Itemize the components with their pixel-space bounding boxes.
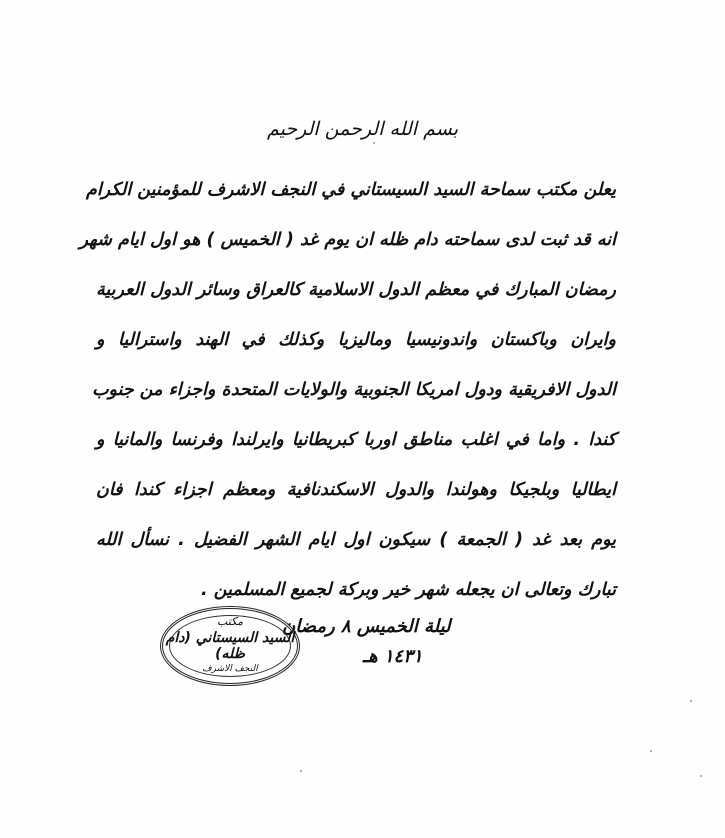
body-line-2: انه قد ثبت لدى سماحته دام ظله ان يوم غد ( الخميس ) هو اول ايام شهر bbox=[79, 230, 616, 250]
date-signature bbox=[282, 612, 451, 672]
stamp-office-label: مكتب bbox=[216, 615, 244, 628]
date-line: ليلة الخميس ٨ رمضان bbox=[282, 616, 451, 637]
body-line-7: ايطاليا وبلجيكا وهولندا والدول الاسكندنافية ومعظم اجزاء كندا فان bbox=[96, 480, 616, 500]
body-line-4: وايران وباكستان واندونيسيا وماليزيا وكذلك في الهند واستراليا و bbox=[96, 330, 616, 350]
body-line-6: كندا . واما في اغلب مناطق اوربا كبريطانيا وايرلندا وفرنسا والمانيا و bbox=[96, 430, 616, 450]
body-line-5: الدول الافريقية ودول امريكا الجنوبية والولايات المتحدة واجزاء من جنوب bbox=[92, 380, 616, 400]
hijri-year: ١٤٣١ هـ bbox=[362, 646, 423, 667]
scan-noise bbox=[690, 700, 692, 702]
office-seal-stamp bbox=[160, 606, 300, 686]
body-line-1: يعلن مكتب سماحة السيد السيستاني في النجف الاشرف للمؤمنين الكرام bbox=[85, 180, 616, 200]
basmala-heading: بسم الله الرحمن الرحيم bbox=[267, 118, 458, 140]
body-line-3: رمضان المبارك في معظم الدول الاسلامية كالعراق وسائر الدول العربية bbox=[96, 280, 616, 300]
scan-noise bbox=[373, 142, 375, 144]
stamp-name: السيد السيستاني (دام ظله) bbox=[165, 630, 295, 662]
body-line-9: تبارك وتعالى ان يجعله شهر خير وبركة لجميع المسلمين . bbox=[201, 580, 616, 600]
scan-noise bbox=[650, 750, 652, 752]
scan-noise bbox=[700, 775, 702, 777]
stamp-location: النجف الاشرف bbox=[202, 664, 258, 674]
scan-noise bbox=[300, 770, 302, 772]
announcement-body bbox=[79, 165, 616, 615]
body-line-8: يوم بعد غد ( الجمعة ) سيكون اول ايام الشهر الفضيل . نسأل الله bbox=[96, 530, 616, 550]
